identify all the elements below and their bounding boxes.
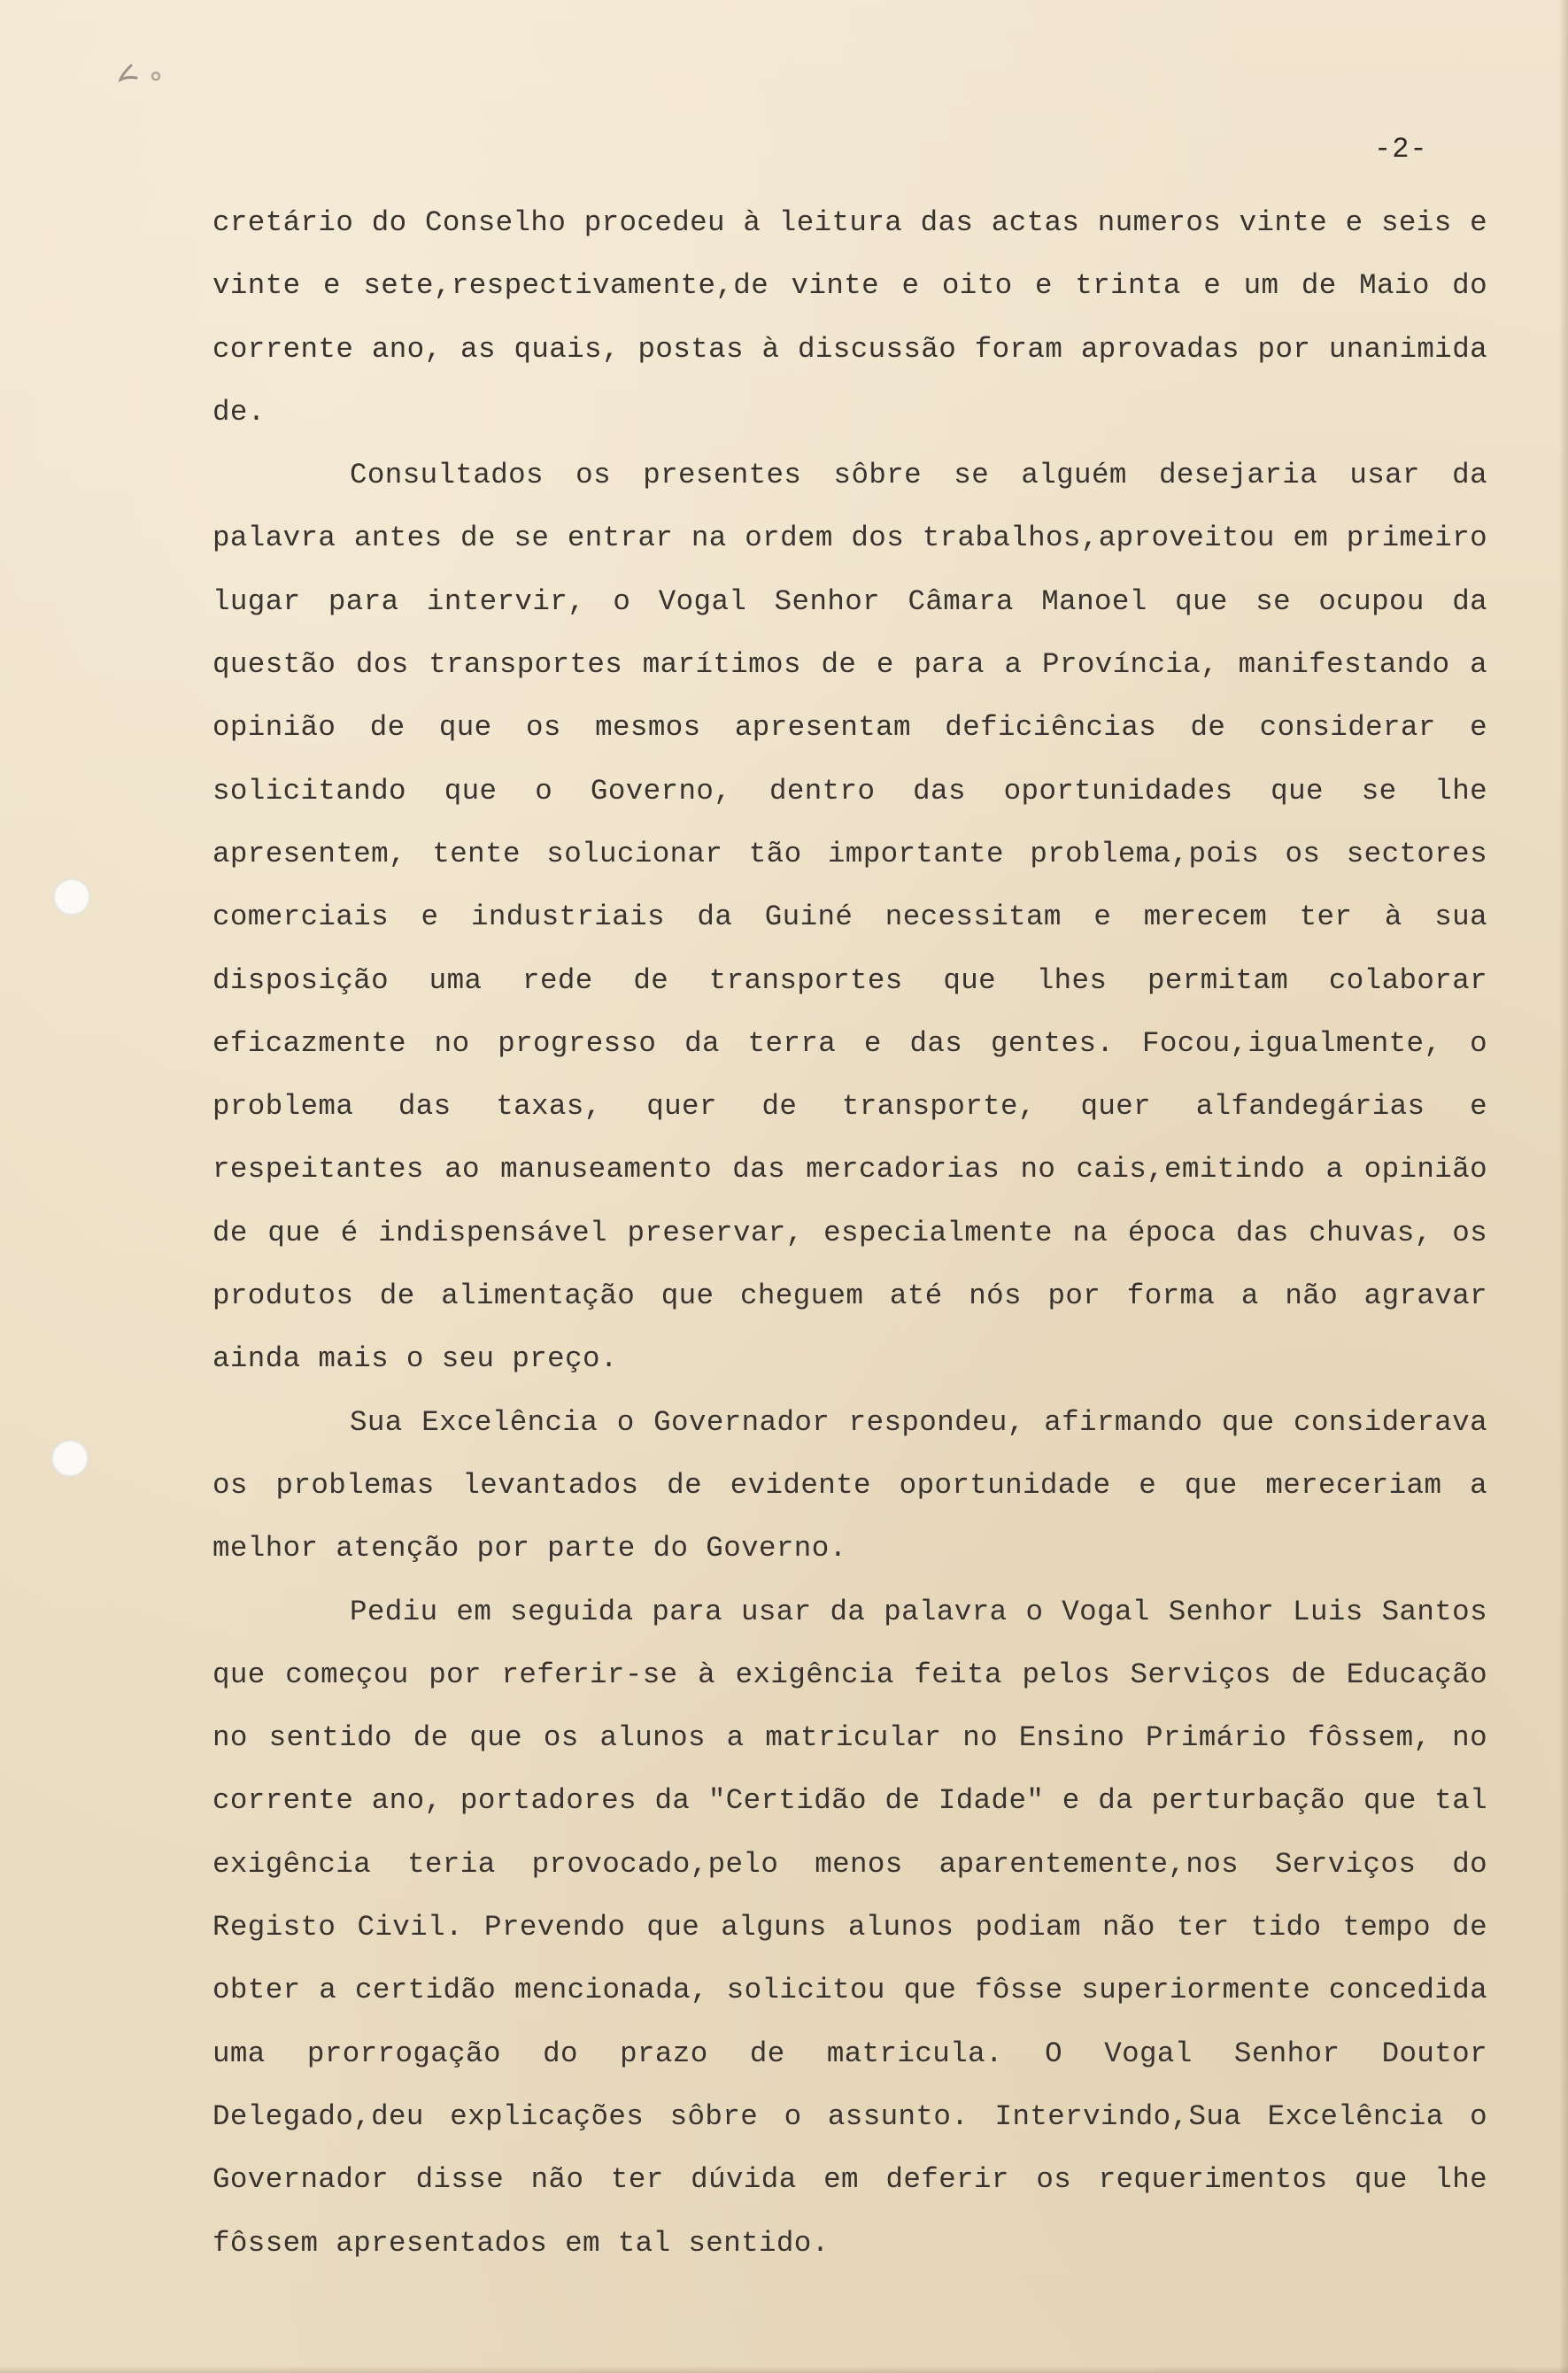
punch-hole: [51, 1440, 89, 1477]
typed-text-body: [212, 191, 1487, 2275]
paragraph-minutes-approval: cretário do Conselho procedeu à leitura das actas numeros vinte e seis e vinte e sete,respectivamente,de vinte e oito e trinta e um de Maio do corrente ano, as quais, postas à discussão foram aprovadas por unanimida de.: [212, 206, 1487, 429]
page-number: -2-: [1374, 133, 1428, 166]
page-edge-shadow: [1559, 0, 1568, 2373]
punch-hole: [53, 878, 90, 916]
paragraph-school-enrollment: Pediu em seguida para usar da palavra o Vogal Senhor Luis Santos que começou por referir-se à exigência feita pelos Serviços de Educação no sentido de que os alunos a matricular no Ensino Primário fôssem, no corrente ano, portadores da "Certidão de Idade" e da perturbação que tal exigência teria provocado,pelo menos aparentemente,nos Serviços do Registo Civil. Prevendo que alguns alunos podiam não ter tido tempo de obter a certidão mencionada, solicitou que fôsse superiormente concedida uma prorrogação do prazo de matricula. O Vogal Senhor Doutor Delegado,deu explicações sôbre o assunto. Intervindo,Sua Excelência o Governador disse não ter dúvida em deferir os requerimentos que lhe fôssem apresentados em tal sentido.: [212, 1595, 1487, 2260]
paragraph-governor-response: Sua Excelência o Governador respondeu, afirmando que considerava os problemas levantados de evidente oportunidade e que mereceriam a melhor atenção por parte do Governo.: [212, 1405, 1487, 1565]
pencil-mark-icon: [115, 55, 177, 90]
page-bottom-shadow: [0, 2366, 1568, 2373]
paragraph-maritime-transport: Consultados os presentes sôbre se alguém desejaria usar da palavra antes de se entrar na ordem dos trabalhos,aproveitou em primeiro lugar para intervir, o Vogal Senhor Câmara Manoel que se ocupou da questão dos transportes marítimos de e para a Província, manifestando a opinião de que os mesmos apresentam deficiências de considerar e solicitando que o Governo, dentro das oportunidades que se lhe apresentem, tente solucionar tão importante problema,pois os sectores comerciais e industriais da Guiné necessitam e merecem ter à sua disposição uma rede de transportes que lhes permitam colaborar eficazmente no progresso da terra e das gentes. Focou,igualmente, o problema das taxas, quer de transporte, quer alfandegárias e respeitantes ao manuseamento das mercadorias no cais,emitindo a opinião de que é indispensável preservar, especialmente na época das chuvas, os produtos de alimentação que cheguem até nós por forma a não agravar ainda mais o seu preço.: [212, 459, 1487, 1376]
